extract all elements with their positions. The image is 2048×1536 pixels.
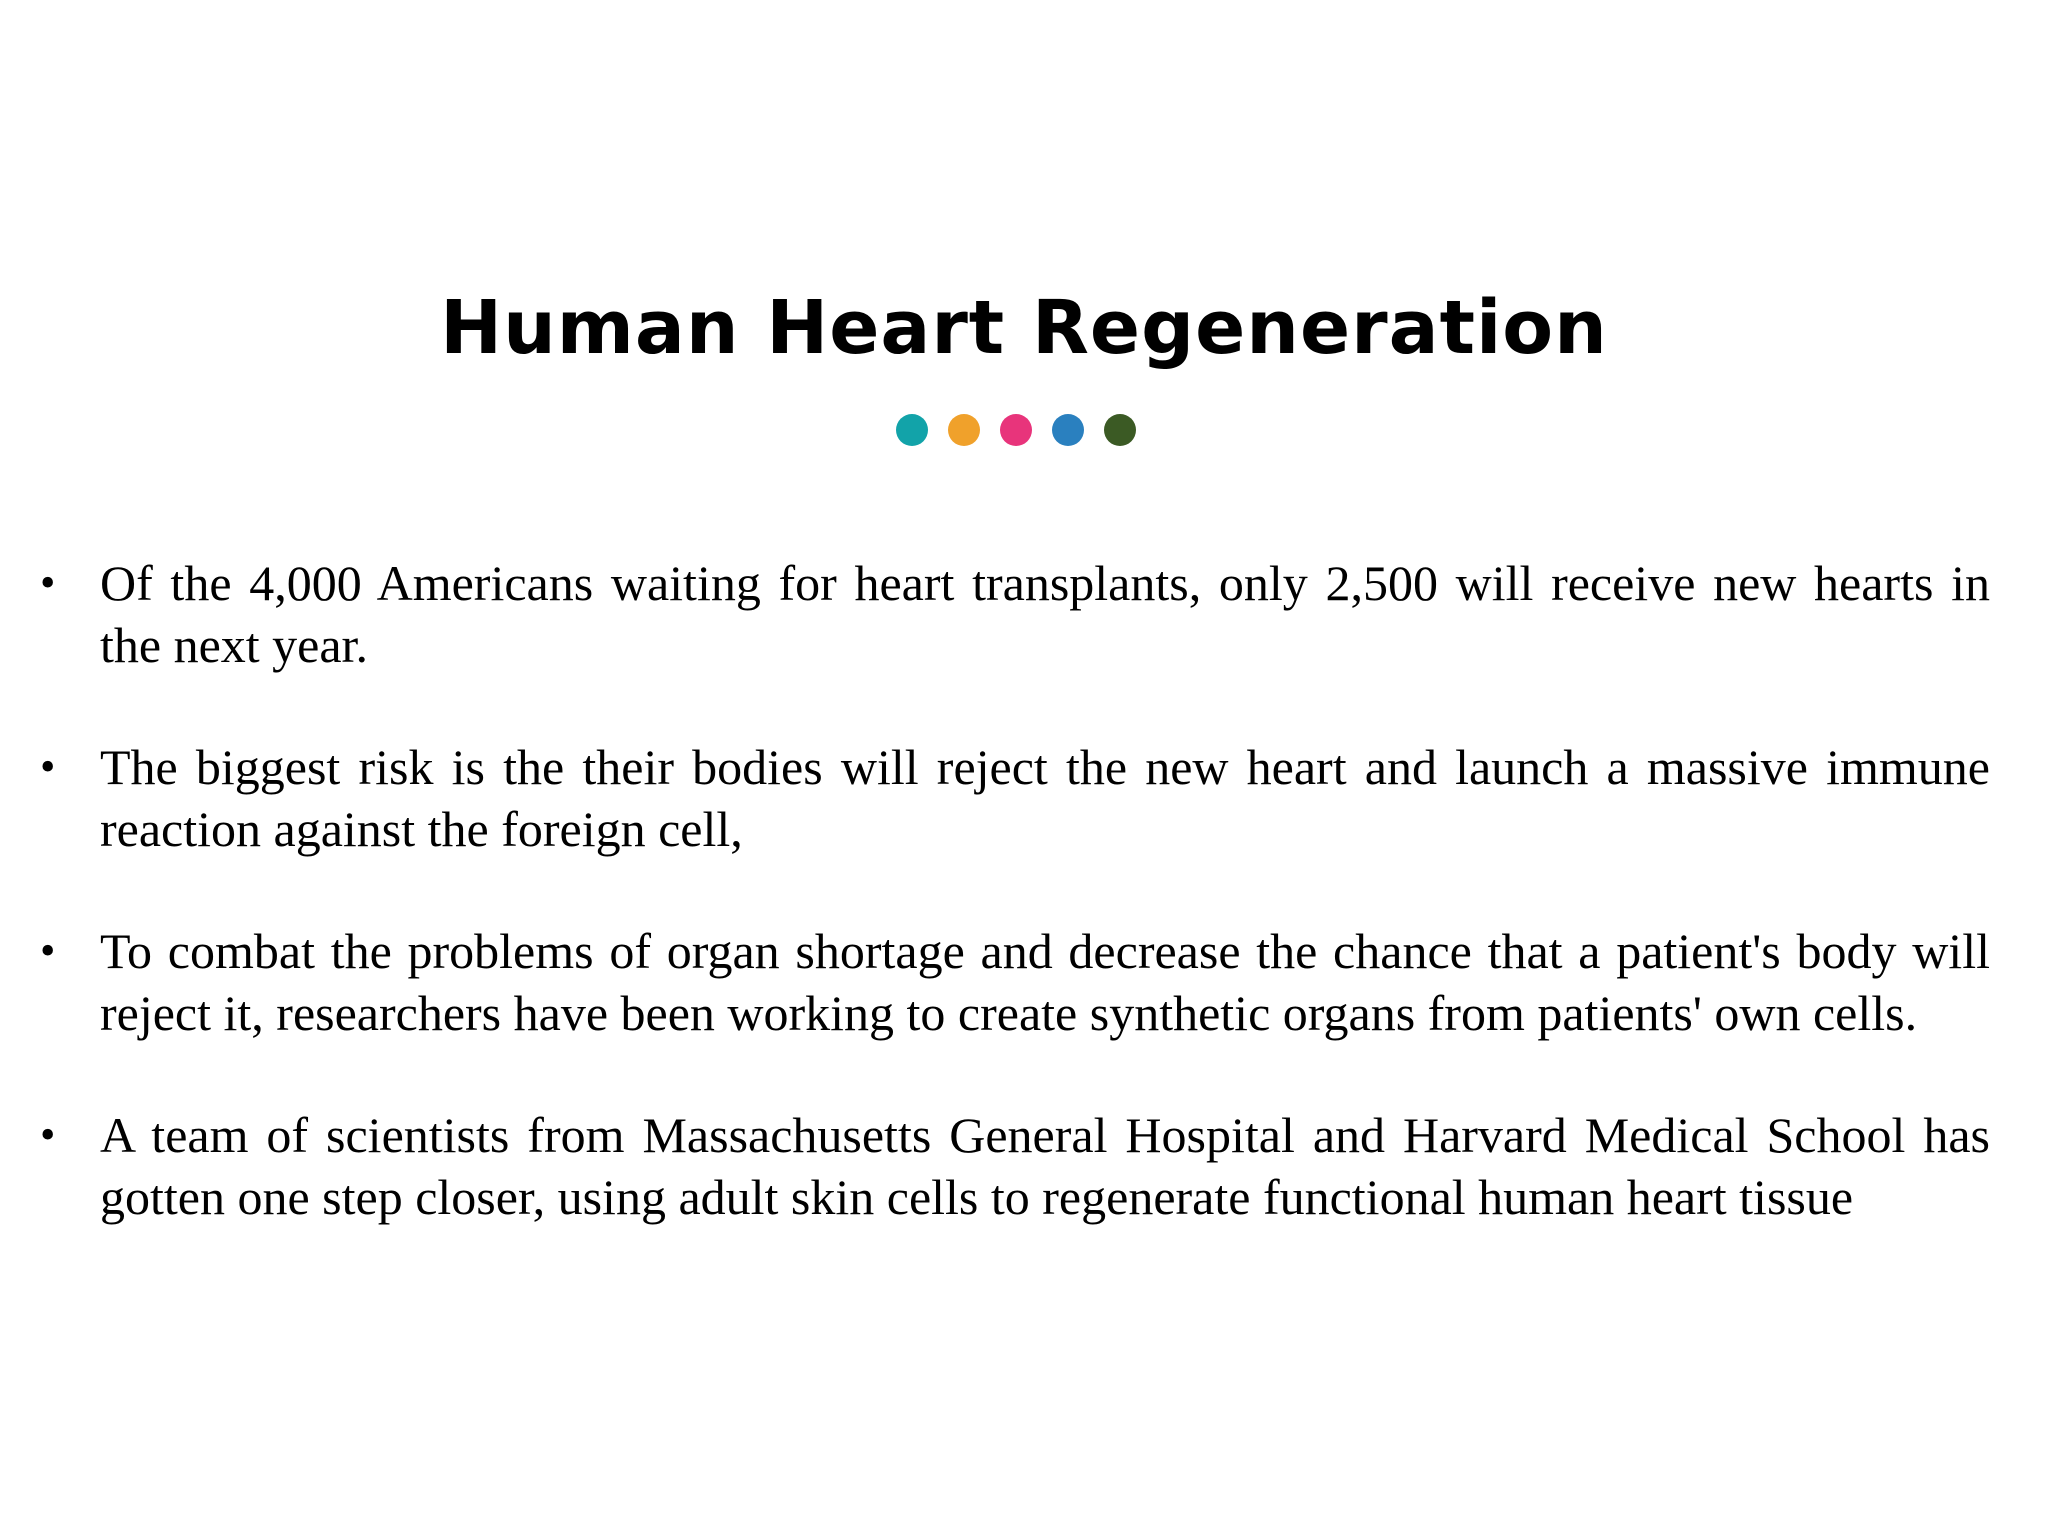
blue-dot [1052, 414, 1084, 446]
bullet-text: A team of scientists from Massachusetts General Hospital and Harvard Medical School has gotten one step closer, using adult skin cells to regenerate functional human heart tissue [100, 1107, 1990, 1225]
bullet-list [40, 552, 1990, 1288]
bullet-item [40, 920, 1990, 1044]
bullet-icon: • [40, 926, 56, 975]
bullet-text: Of the 4,000 Americans waiting for heart transplants, only 2,500 will receive new hearts in the next year. [100, 555, 1990, 673]
orange-dot [948, 414, 980, 446]
bullet-text: The biggest risk is the their bodies will reject the new heart and launch a massive immune reaction against the foreign cell, [100, 739, 1990, 857]
slide-title: Human Heart Regeneration [440, 285, 1608, 371]
pink-dot [1000, 414, 1032, 446]
decorative-dots [896, 414, 1136, 446]
bullet-item [40, 552, 1990, 676]
bullet-icon: • [40, 1110, 56, 1159]
bullet-item [40, 1104, 1990, 1228]
bullet-icon: • [40, 558, 56, 607]
bullet-icon: • [40, 742, 56, 791]
bullet-text: To combat the problems of organ shortage and decrease the chance that a patient's body will reject it, researchers have been working to create synthetic organs from patients' own cells. [100, 923, 1990, 1041]
bullet-item [40, 736, 1990, 860]
dark-green-dot [1104, 414, 1136, 446]
teal-dot [896, 414, 928, 446]
